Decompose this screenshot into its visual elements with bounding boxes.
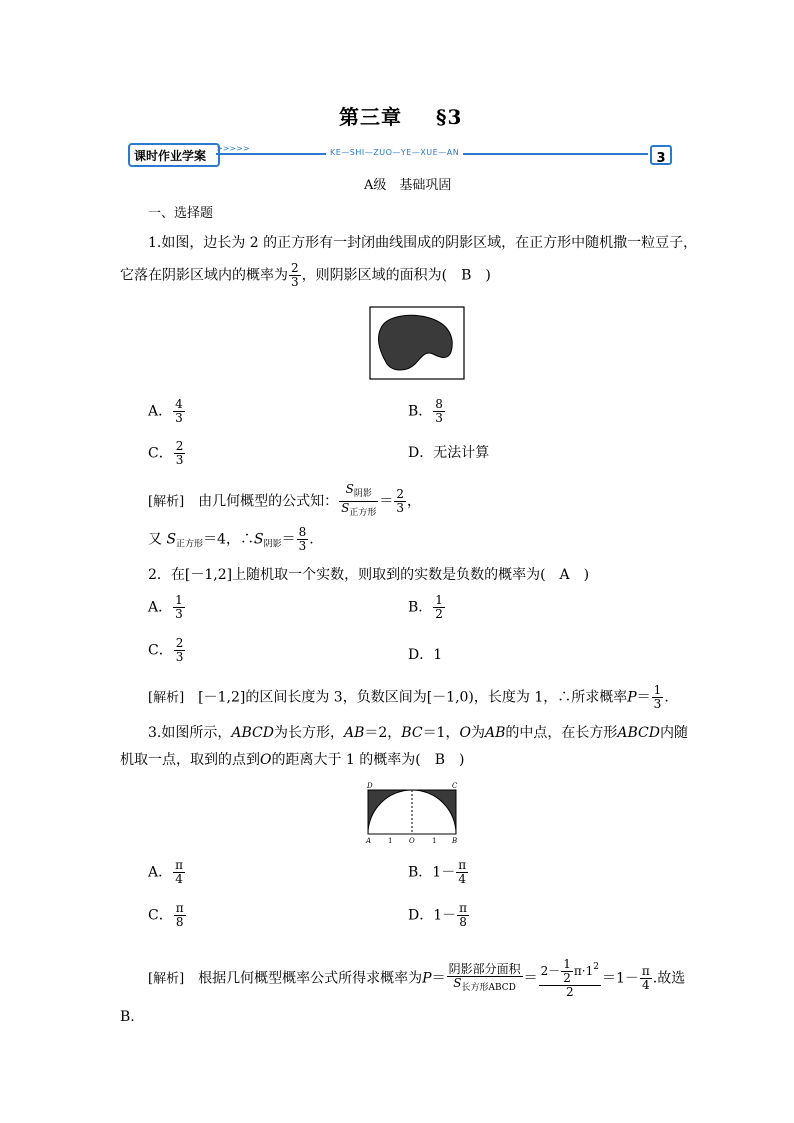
q3-option-d-num: π: [459, 901, 468, 915]
q2-option-d[interactable]: D．1: [408, 647, 443, 663]
q1-analysis-result-fraction: [394, 488, 406, 515]
q2-option-c[interactable]: [148, 637, 186, 664]
q1-line-b-mid: ＝4，∴: [203, 531, 254, 548]
q1-option-b-den: 3: [435, 411, 443, 425]
q3-option-d[interactable]: [408, 902, 470, 929]
q3-option-c[interactable]: [148, 902, 187, 929]
q3-option-b-num: π: [458, 858, 467, 872]
q3-f2-inner-fraction: [561, 958, 573, 985]
q2-option-b-fraction: [433, 594, 445, 621]
q1-option-a-fraction: [173, 398, 185, 425]
q2-option-b-label: B．: [408, 599, 433, 616]
q2-option-a-label: A．: [148, 599, 173, 616]
q3-analysis-last: B.: [120, 1009, 135, 1025]
q3-f1-den-s: S: [453, 975, 462, 990]
banner-number: 3: [656, 151, 666, 166]
level-title: A级 基础巩固: [364, 178, 452, 193]
q2-analysis-fraction: [652, 684, 664, 711]
q3-analysis-pre: 根据几何概型概率公式所得求概率为: [198, 970, 423, 987]
q3-option-b-label: B．1－: [408, 864, 456, 881]
q2-analysis: [148, 684, 669, 711]
chapter-title: [339, 101, 462, 130]
q3-l1-abcd2: ABCD: [617, 725, 660, 741]
q3-option-a-den: 4: [175, 872, 183, 886]
q3-l1-ab: AB: [343, 725, 365, 741]
q3-f2-num-a: 2－: [540, 964, 561, 978]
banner-pinyin: KE—SHI—ZUO—YE—XUE—AN: [326, 148, 463, 157]
q3-option-d-label: D．1－: [408, 907, 457, 924]
q3-l2-b: 的距离大于 1 的概率为( B ): [271, 752, 465, 768]
section-heading: 一、选择题: [148, 206, 214, 221]
q1-analysis-pre: 由几何概型的公式知：: [198, 493, 339, 510]
homework-banner: [128, 143, 672, 165]
q1-stem-line2-pre: 它落在阴影区域内的概率为: [120, 267, 288, 284]
q3-l1-c: ＝2，: [364, 725, 402, 741]
q3-stem-line1: [148, 724, 688, 742]
q1-prob-den: 3: [291, 275, 299, 289]
q2-analysis-end: .: [664, 689, 669, 706]
q3-l1-o: O: [459, 725, 471, 741]
q1-option-b-fraction: [433, 398, 445, 425]
q1-option-b[interactable]: [408, 398, 446, 425]
q2-stem: 2．在[－1,2]上随机取一个实数，则取到的实数是负数的概率为( A ): [148, 567, 590, 583]
q1-option-a-num: 4: [175, 397, 183, 411]
q3-label-1a: 1: [388, 837, 393, 845]
q1-analysis-tag: [解析]: [148, 494, 185, 510]
q3-f1-den-sub: 长方形ABCD: [461, 982, 516, 993]
q3-l2-o: O: [260, 752, 272, 768]
q3-l1-ab2: AB: [484, 725, 506, 741]
q3-label-a: A: [366, 837, 372, 845]
q1-prob-num: 2: [291, 261, 299, 275]
q3-label-d: D: [367, 782, 373, 790]
q3-l1-b: 为长方形，: [273, 725, 344, 741]
q1-option-c[interactable]: [148, 440, 186, 467]
q1-option-c-num: 2: [175, 439, 184, 453]
banner-arrows: >>>>>: [216, 144, 250, 153]
q1-prob-fraction: [289, 262, 301, 289]
q3-l1-bc: BC: [401, 725, 423, 741]
q3-label-b: B: [452, 837, 458, 845]
q2-analysis-tag: [解析]: [148, 690, 185, 706]
q1-line-b-eq: ＝: [281, 531, 296, 548]
q3-option-a-num: π: [175, 858, 184, 872]
q3-option-d-fraction: [457, 902, 469, 929]
q3-analysis-fraction-2: [539, 958, 601, 999]
q3-analysis-eq2: ＝: [523, 970, 538, 987]
q1-line-b-num: 8: [298, 525, 307, 539]
banner-number-box: [650, 145, 672, 165]
q3-label-o: O: [409, 837, 415, 845]
q3-analysis-fraction-1: [447, 963, 523, 995]
q3-l1-d: ＝1，: [422, 725, 460, 741]
q3-l1-e: 为: [470, 725, 485, 741]
q1-analysis-eq: ＝: [379, 493, 394, 510]
q1-analysis: [148, 483, 421, 520]
q3-l2-a: 机取一点，取到的点到: [120, 752, 260, 768]
q1-option-b-num: 8: [435, 397, 443, 411]
q2-analysis-text: [－1,2]的区间长度为 3，负数区间为[－1,0)，长度为 1，∴所求概率: [198, 689, 628, 706]
q3-option-a-fraction: [173, 859, 185, 886]
q3-figure: [360, 780, 466, 846]
q1-figure: [369, 306, 465, 380]
q3-label-1b: 1: [432, 837, 437, 845]
q1-line-b-end: .: [309, 531, 314, 548]
q2-option-a-fraction: [173, 594, 185, 621]
q1-line-b-fraction: [297, 526, 309, 553]
q3-option-c-den: 8: [175, 915, 184, 929]
q2-option-c-den: 3: [175, 650, 184, 664]
q1-stem-line2: [120, 262, 491, 289]
q3-analysis-fraction-3: [640, 965, 652, 992]
q3-option-b-den: 4: [458, 872, 466, 886]
q1-line-b-s2-sub: 阴影: [263, 539, 282, 550]
q3-analysis-eq3: ＝1－: [601, 970, 639, 987]
q2-option-a[interactable]: [148, 594, 186, 621]
q2-analysis-num: 1: [653, 683, 662, 697]
q3-analysis-p: P: [422, 970, 432, 987]
q3-option-d-den: 8: [459, 915, 467, 929]
q3-analysis-end: .故选: [652, 970, 686, 987]
q1-analysis-num-s: S: [345, 482, 354, 496]
q1-analysis-fraction: [339, 483, 378, 520]
q1-stem-line1: 1.如图，边长为 2 的正方形有一封闭曲线围成的阴影区域，在正方形中随机撒一粒豆子，: [148, 235, 698, 251]
q1-line-b-s1: S: [166, 531, 177, 548]
q3-analysis-tag: [解析]: [148, 971, 185, 987]
q1-analysis-end: ，: [407, 493, 422, 510]
q2-option-a-num: 1: [175, 593, 183, 607]
q2-option-b-num: 1: [435, 593, 443, 607]
q1-analysis-res-den: 3: [396, 501, 405, 515]
q3-l1-a: 3.如图所示，: [148, 725, 232, 741]
banner-label-box: [128, 143, 220, 167]
chapter-label: 第三章: [339, 105, 402, 129]
q3-f2-inner-den: 2: [563, 971, 571, 985]
q2-option-c-label: C．: [148, 642, 173, 659]
q1-option-a-den: 3: [175, 411, 183, 425]
q1-option-a[interactable]: [148, 398, 186, 425]
q3-f2-num-b: π·1: [573, 964, 594, 978]
q1-option-a-label: A．: [148, 403, 173, 420]
q1-line-b-s1-sub: 正方形: [176, 539, 204, 550]
q1-analysis-res-num: 2: [396, 487, 405, 501]
q3-f2-inner-num: 1: [563, 957, 571, 971]
q1-option-c-fraction: [174, 440, 186, 467]
q3-option-c-label: C．: [148, 907, 173, 924]
q1-line-b-s2: S: [253, 531, 264, 548]
q2-option-a-den: 3: [175, 607, 183, 621]
q3-f2-den: 2: [565, 985, 574, 999]
q3-label-c: C: [452, 782, 458, 790]
q3-stem-line2: [120, 751, 465, 769]
q3-option-a[interactable]: [148, 859, 186, 886]
q3-option-b[interactable]: [408, 859, 469, 886]
q2-option-c-num: 2: [175, 636, 184, 650]
q1-line-b-pre: 又: [148, 531, 162, 548]
q2-option-b[interactable]: [408, 594, 446, 621]
q3-option-a-label: A．: [148, 864, 173, 881]
q3-analysis-eq1: ＝: [431, 970, 446, 987]
q2-analysis-eq: ＝: [636, 689, 651, 706]
q1-analysis-num-sub: 阴影: [353, 489, 372, 499]
q2-option-b-den: 2: [435, 607, 443, 621]
q2-option-c-fraction: [174, 637, 186, 664]
q1-line-b-den: 3: [298, 539, 307, 553]
banner-label: 课时作业学案: [134, 149, 207, 163]
q3-f1-num: 阴影部分面积: [448, 961, 521, 976]
q1-stem-line2-post: ，则阴影区域的面积为( B ): [301, 267, 491, 284]
section-label: §3: [436, 105, 463, 129]
q3-option-c-num: π: [175, 901, 184, 915]
q3-l1-g: 内随: [659, 725, 688, 741]
q1-option-b-label: B．: [408, 403, 433, 420]
q2-analysis-p: P: [627, 689, 637, 706]
q3-l1-f: 的中点，在长方形: [505, 725, 618, 741]
q1-option-c-den: 3: [175, 453, 184, 467]
q3-option-b-fraction: [456, 859, 468, 886]
q1-option-d[interactable]: D．无法计算: [408, 445, 490, 461]
q1-analysis-den-sub: 正方形: [349, 508, 377, 518]
q3-l1-abcd: ABCD: [231, 725, 274, 741]
q1-analysis-line2: [148, 526, 314, 554]
q1-analysis-den-s: S: [341, 501, 350, 515]
q1-option-c-label: C．: [148, 445, 173, 462]
q3-analysis: [148, 958, 685, 999]
q2-analysis-den: 3: [653, 697, 662, 711]
q3-f3-den: 4: [642, 978, 650, 992]
q3-f2-num-sup: 2: [593, 962, 599, 972]
q3-f3-num: π: [641, 964, 650, 978]
q3-option-c-fraction: [174, 902, 186, 929]
